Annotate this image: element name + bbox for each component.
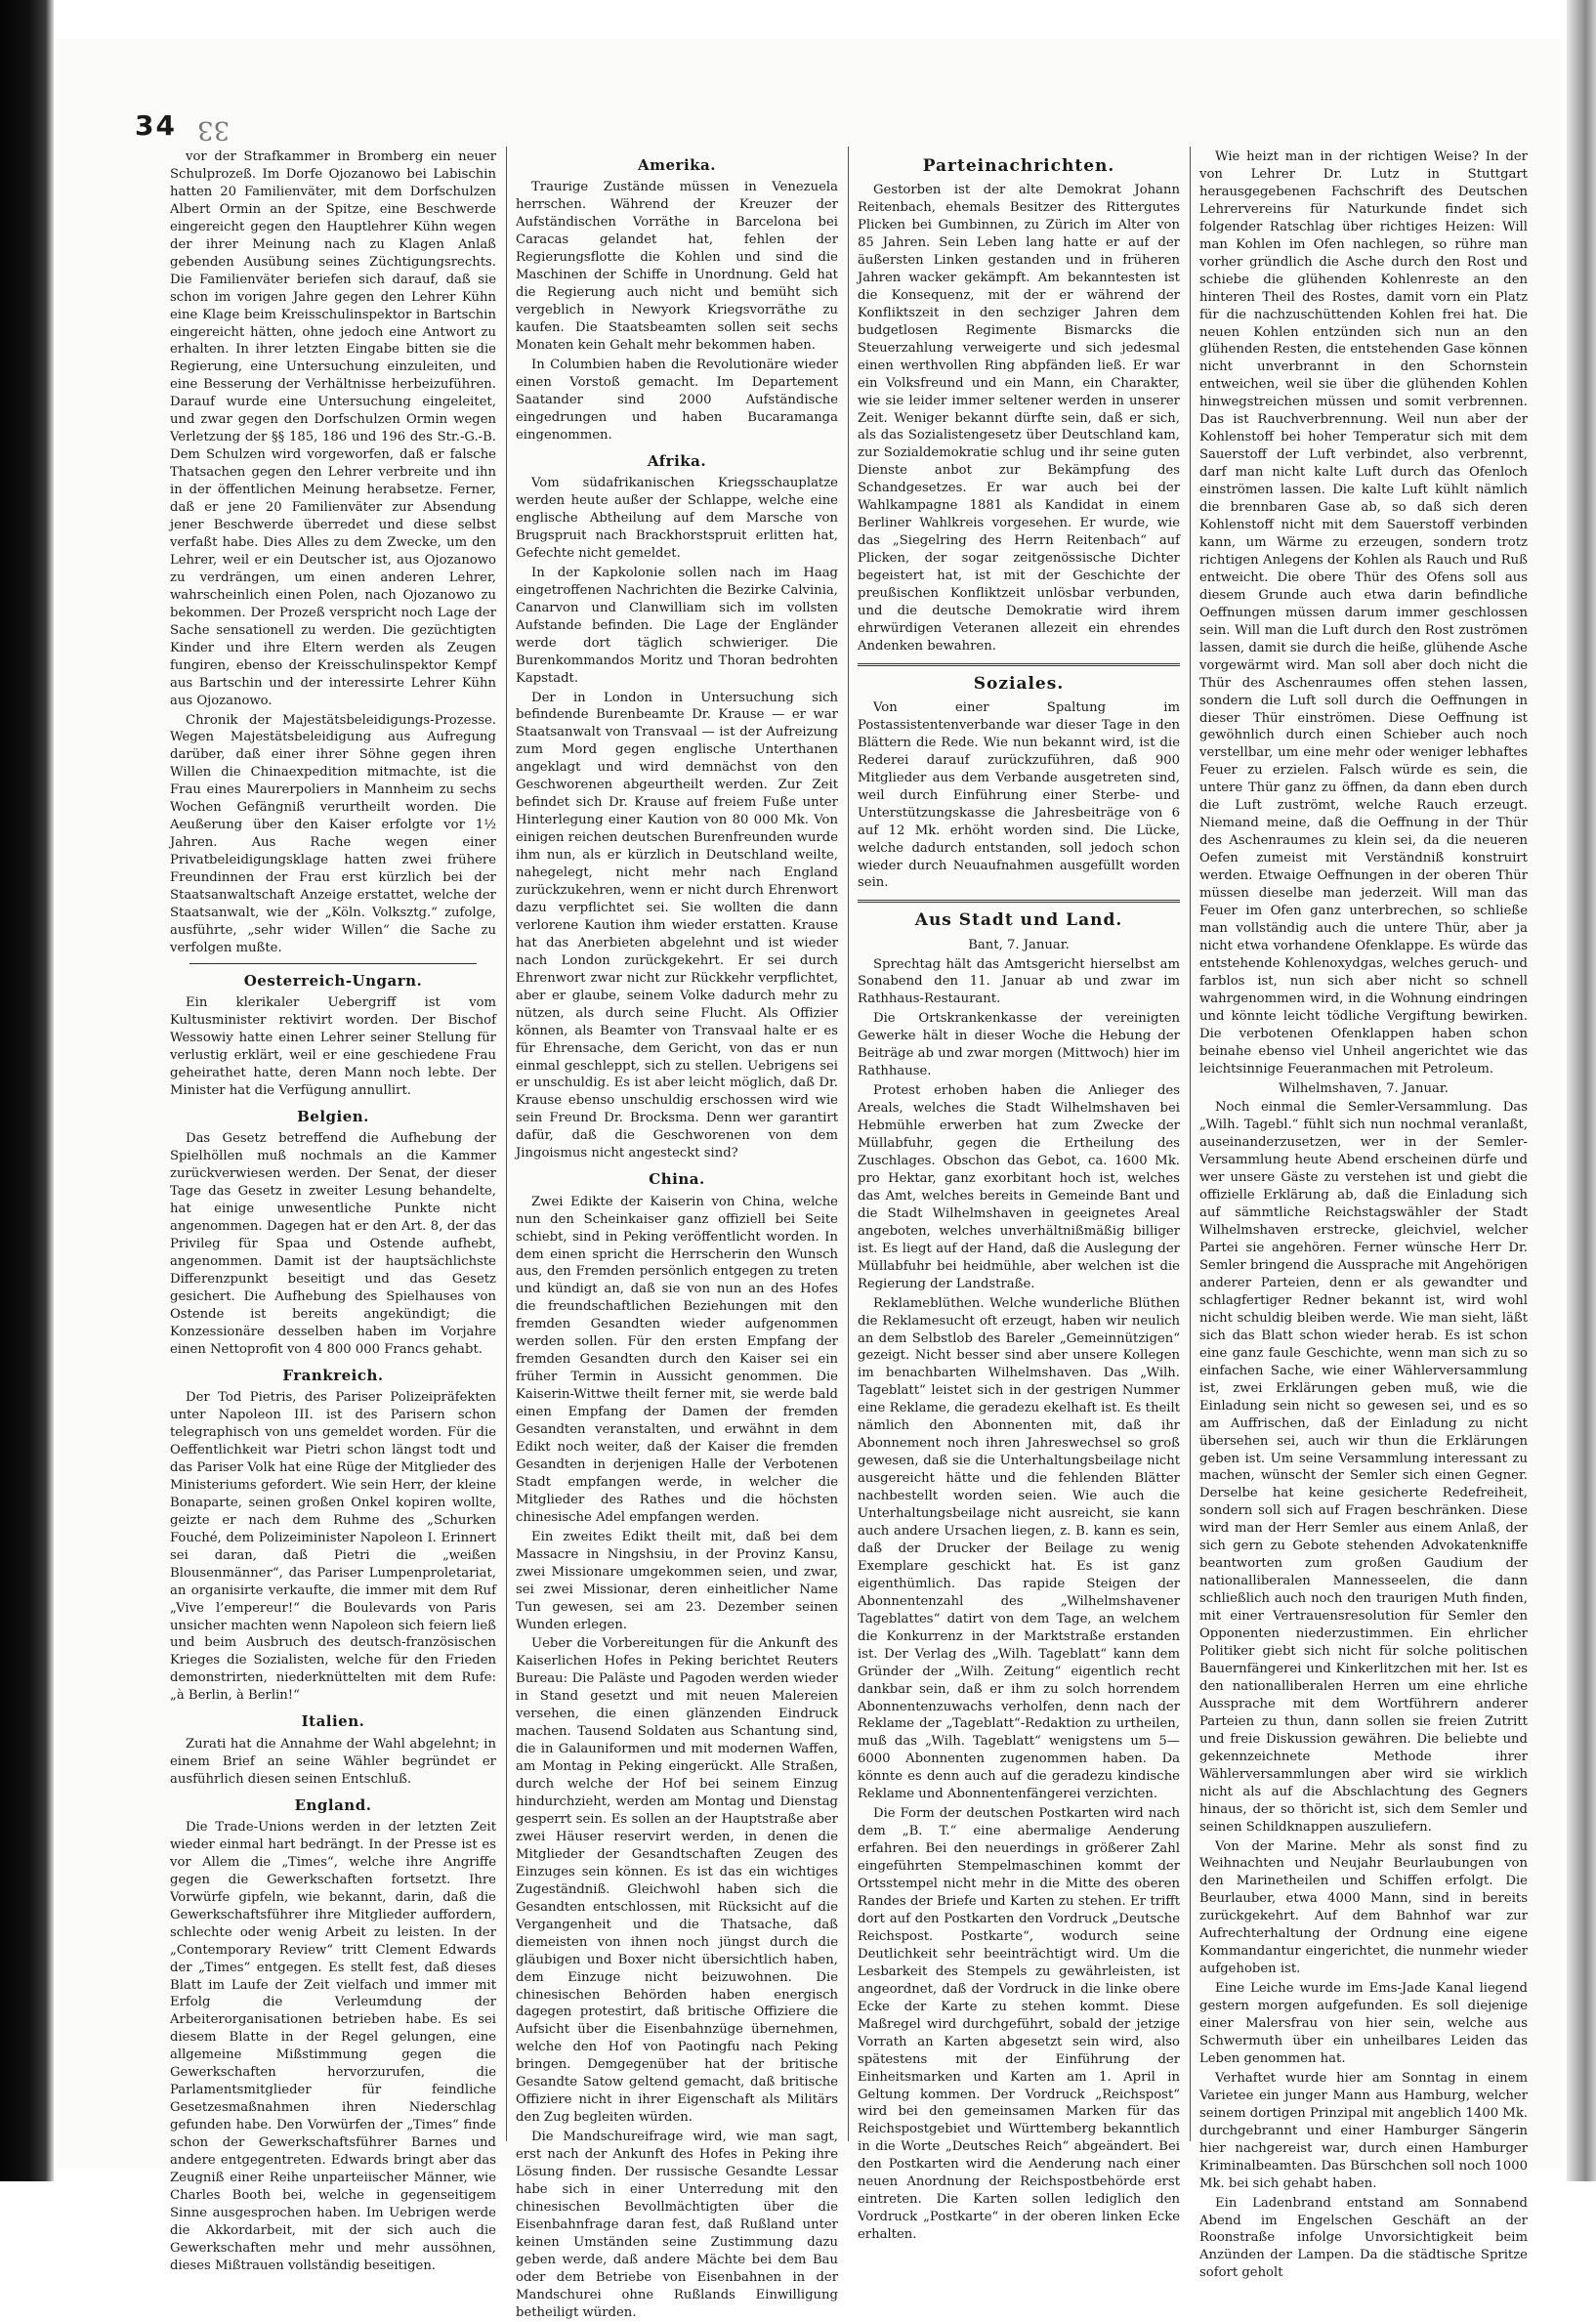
column-1: [170, 148, 496, 2273]
section-double-rule: [858, 900, 1180, 903]
article-paragraph: Von der Marine. Mehr als sonst find zu Weihnachten und Neujahr Beurlaubungen von den Marinetheilen und Schiffen erfolgt. Die Beurlauber, etwa 4000 Mann, sind in bereits zurückgekehrt. Auf dem Bahnhof war zur Aufrechterhaltung der Ordnung eine eigene Kommandantur eingerichtet, die nunmehr wieder aufgehoben ist.: [1199, 1838, 1528, 1977]
article-paragraph: Traurige Zustände müssen in Venezuela herrschen. Während der Kreuzer der Aufständischen Vorräthe in Barcelona bei Caracas gelandet hat, fehlen der Regierungsflotte die Kohlen und sind die Maschinen der Schiffe in Unordnung. Geld hat die Regierung auch nicht und bemüht sich vergeblich in Newyork Kriegsvorräthe zu kaufen. Die Staatsbeamten sollen seit sechs Monaten kein Gehalt mehr bekommen haben.: [516, 180, 838, 353]
article-paragraph: Sprechtag hält das Amtsgericht hierselbst am Sonabend den 11. Januar ab und zwar im Rathhaus-Restaurant.: [858, 956, 1180, 1007]
article-paragraph: In der Kapkolonie sollen nach im Haag eingetroffenen Nachrichten die Bezirke Calvinia, Canarvon und Clanwilliam sich im vollsten Aufstande befinden. Die Lage der Engländer werde dort täglich schwieriger. Die Burenkommandos Moritz und Thoran bedrohten Kapstadt.: [516, 565, 838, 686]
column-3: [858, 148, 1180, 2243]
section-heading: Oesterreich-Ungarn.: [243, 971, 423, 990]
article-paragraph: Eine Leiche wurde im Ems-Jade Kanal liegend gestern morgen aufgefunden. Es soll diejenige einer Malersfrau von hier sein, welche aus Schwermuth über ein unheilbares Leiden das Leben genommen hat.: [1199, 1981, 1528, 2066]
section-heading: Parteinachrichten.: [922, 156, 1115, 176]
article-paragraph: Vom südafrikanischen Kriegsschauplatze werden heute außer der Schlappe, welche eine englische Abtheilung auf dem Marsche von Brugspruit nach Brackhorstspruit erlitten hat, Gefechte nicht gemeldet.: [516, 476, 838, 561]
article-paragraph: Die Trade-Unions werden in der letzten Zeit wieder einmal hart bedrängt. In der Presse ist es vor Allem die „Times“, welche ihre Angriffe gegen die Gewerkschaften fortsetzt. Ihre Vorwürfe gipfeln, wie bekannt, darin, daß die Gewerkschaftsführer ihre Mitglieder auffordern, schlechte oder wenig Arbeit zu leisten. In der „Contemporary Review“ tritt Clement Edwards der „Times“ entgegen. Es stellt fest, daß dieses Blatt im Laufe der Zeit vielfach und immer mit Erfolg die Verleumdung der Arbeiterorganisationen betrieben habe. Es sei diesem Blatte in der Regel gelungen, eine allgemeine Mißstimmung gegen die Gewerkschaften hervorzurufen, die Parlamentsmitglieder für feindliche Gesetzesmaßnahmen ihren Niederschlag gefunden habe. Den Vorwürfen der „Times“ finde schon der Gewerkschaftsführer Barnes und andere entgegentreten. Edwards bringt aber das Zeugniß einer Reihe unparteiischer Männer, wie Charles Booth bei, welche in gegenseitigem Sinne ausgesprochen haben. Im Uebrigen werde die Akkordarbeit, mit der sich auch die Gewerkschaften mehr und mehr aussöhnen, dieses Mißtrauen vollständig beseitigen.: [170, 1819, 496, 2273]
article-paragraph: Ein zweites Edikt theilt mit, daß bei dem Massacre in Ningshsiu, in der Provinz Kansu, zwei Missionare umgekommen seien, und zwar, sei zwei Missionar, deren einheitlicher Name Tun gewesen, sei am 23. Dezember seinen Wunden erlegen.: [516, 1529, 838, 1632]
article-paragraph: Wie heizt man in der richtigen Weise? In der von Lehrer Dr. Lutz in Stuttgart herausgegebenen Fachschrift des Deutschen Lehrervereins für Naturkunde findet sich folgender Ratschlag über richtiges Heizen: Will man Kohlen im Ofen nachlegen, so rühre man vorher gründlich die Asche durch den Rost und schiebe die glühenden Kohlenreste an den hinteren Theil des Rostes, damit vorn ein Platz für die nachzuschüttenden Kohlen frei hat. Die neuen Kohlen entzünden sich nun an den glühenden Resten, die entstehenden Gase können nicht unverbrannt in den Schornstein entweichen, weil sie über die glühenden Kohlen hinwegstreichen müssen und somit verbrennen. Das ist Rauchverbrennung. Weil nun aber der Kohlenstoff bei hoher Temperatur sich mit dem Sauerstoff der Luft verbindet, also verbrennt, darf man nicht kalte Luft durch das Ofenloch einströmen lassen. Die kalte Luft kühlt nämlich die brennbaren Gase ab, so daß sich deren Kohlenstoff nicht mit dem Sauerstoff verbinden kann, um Wärme zu erzeugen, sondern trotz richtigen Anlegens der Kohlen als Rauch und Ruß entweicht. Die obere Thür des Ofens soll aus diesem Grunde auch etwa darin befindliche Oeffnungen müssen darum immer geschlossen sein. Will man die Luft durch den Rost zuströmen lassen, damit sie durch die heiße, glühende Asche vorgewärmt wird. Man soll aber doch nicht die Thür des Aschenraumes offen stehen lassen, sondern die Luft soll durch die Oeffnungen in dieser Thür einströmen. Diese Oeffnung ist gewöhnlich durch einen Schieber auch noch verstellbar, um eine mehr oder weniger lebhaftes Feuer zu erzielen. Falsch würde es sein, die untere Thür ganz zu öffnen, da dann eben durch die Luft zuströmt, welche Rauch erzeugt. Niemand meine, daß die Oeffnung in der Thür des Aschenraumes zu klein sei, da die neueren Oefen zumeist mit Verständniß konstruirt werden. Etwaige Oeffnungen in der oberen Thür müssen dieselbe man jederzeit. Will man das Feuer im Ofen ganz unterbrechen, so schließe man vollständig auch die untere Thür, aber ja nicht etwa vorhandene Ofenklappe. Es würde das entstehende Kohlenoxydgas, welches geruch- und farblos ist, nun sich aber nicht so schnell wahrgenommen wird, in die Wohnung eindringen und könnte leicht tödliche Vergiftung bewirken. Die verbotenen Ofenklappen haben schon beinahe ebenso viel Unheil angerichtet wie das leichtsinnige Feueranmachen mit Petroleum.: [1199, 149, 1528, 1077]
article-paragraph: Chronik der Majestätsbeleidigungs-Prozesse. Wegen Majestätsbeleidigung aus Aufregung darüber, daß einer ihrer Söhne gegen ihren Willen die Chinaexpedition mitmachte, ist die Frau eines Maurerpoliers in Mannheim zu sechs Wochen Gefängniß verurtheilt worden. Die Aeußerung über den Kaiser erfolgte vor 1½ Jahren. Aus Rache wegen einer Privatbeleidigungsklage hatten zwei frühere Freundinnen der Frau erst kürzlich bei der Staatsanwaltschaft Anzeige erstattet, welche der Staatsanwalt, wie der „Köln. Volksztg.“ zufolge, ausführte, „sehr wider Willen“ die Sache zu verfolgen mußte.: [170, 712, 496, 955]
article-paragraph: Der Tod Pietris, des Pariser Polizeipräfekten unter Napoleon III. ist des Parisern schon telegraphisch von uns gemeldet worden. Für die Oeffentlichkeit war Pietri schon längst todt und das Pariser Volk hat eine Rüge der Mitglieder des Ministeriums gefordert. Wie sein Herr, der kleine Bonaparte, seinen großen Onkel kopiren wollte, geizte er nach dem Ruhme des „Schurken Fouché, dem Polizeiminister Napoleon I. Erinnert sei daran, daß Pietri die „weißen Blousenmänner“, das Pariser Lumpenproletariat, an organisirte verkaufte, die immer mit dem Ruf „Vive l’empereur!“ die Boulevards von Paris unsicher machten wenn Napoleon sich feiern ließ und beim Ausbruch des deutsch-französischen Krieges die Sozialisten, welche für den Frieden demonstrirten, niederknüttelten mit dem Rufe: „à Berlin, à Berlin!“: [170, 1390, 496, 1704]
scan-edge: [1567, 0, 1596, 2181]
section-heading: Belgien.: [297, 1107, 369, 1125]
article-paragraph: Das Gesetz betreffend die Aufhebung der Spielhöllen muß nochmals an die Kammer zurückverwiesen werden. Der Senat, der dieser Tage das Gesetz in zweiter Lesung behandelte, hat einige unwesentliche Punkte nicht angenommen. Dagegen hat er den Art. 8, der das Privileg für Spaa und Ostende aufhebt, angenommen. Damit ist der hauptsächlichste Differenzpunkt beseitigt und das Gesetz gesichert. Die Aufhebung des Spielhauses von Ostende ist bereits angekündigt; die Konzessionäre desselben haben im Vorjahre einen Nettoprofit von 4 800 000 Francs gehabt.: [170, 1131, 496, 1357]
article-paragraph: Zurati hat die Annahme der Wahl abgelehnt; in einem Brief an seine Wähler begründet er ausführlich diesen seinen Entschluß.: [170, 1736, 496, 1787]
article-paragraph: Protest erhoben haben die Anlieger des Areals, welches die Stadt Wilhelmshaven bei Hebmühle erwerben hat zum Zwecke der Müllabfuhr, gegen die Ertheilung des Zuschlages. Obschon das Gebot, ca. 1600 Mk. pro Hektar, ganz exorbitant hoch ist, welches das Amt, welches bereits in Gemeinde Bant und die Stadt Wilhelmshaven in geeignetes Areal angeboten, welches unverhältnißmäßig billiger ist. Es liegt auf der Hand, daß die Auslegung der Müllabfuhr bei heidmühle, aber welchen ist die Regierung der Landstraße.: [858, 1083, 1180, 1291]
column-2: [516, 148, 838, 2320]
article-paragraph: Reklameblüthen. Welche wunderliche Blüthen die Reklamesucht oft erzeugt, haben wir neulich an dem Selbstlob des Bareler „Gemeinnützigen“ gezeigt. Nicht besser sind aber unsere Kollegen im benachbarten Wilhelmshaven. Das „Wilh. Tageblatt“ leistet sich in der gestrigen Nummer eine Reklame, die geradezu ekelhaft ist. Es theilt nämlich den Abonnenten mit, daß ihr Abonnement noch ihren Jahreswechsel so groß gewesen, daß sie die Unterhaltungsbeilage nicht ausgereicht hätte und die fehlenden Blätter nachbestellt worden seien. Wie auch die Unterhaltungsbeilage nicht ausreicht, sie kann auch andere Ursachen liegen, z. B. kann es sein, daß der Drucker der Beilage zu wenig Exemplare geschickt hat. Es ist ganz eigenthümlich. Das rapide Steigen der Abonnentenzahl des „Wilhelmshavener Tageblattes“ datirt von dem Tage, an welchem die Konkurrenz in der Marktstraße erstanden ist. Der Verlag des „Wilh. Tageblatt“ kann dem Gründer der „Wilh. Zeitung“ eigentlich recht dankbar sein, daß er ihm zu solch horrendem Abonnentenzuwachs verholfen, denn nach der Reklame der „Tageblatt“-Redaktion zu urtheilen, muß das „Wilh. Tageblatt“ wenigstens um 5—6000 Abonnenten zugenommen haben. Da könnte es denn auch auf die geradezu kindische Reklame und Abonnentenfängerei verzichten.: [858, 1295, 1180, 1802]
article-paragraph: In Columbien haben die Revolutionäre wieder einen Vorstoß gemacht. Im Departement Saatander sind 2000 Aufständische eingedrungen und haben Bucaramanga eingenommen.: [516, 357, 838, 443]
section-heading: England.: [294, 1795, 372, 1814]
scan-binding-shadow: [0, 0, 54, 2181]
column-rule: [1190, 147, 1191, 2141]
article-paragraph: Ueber die Vorbereitungen für die Ankunft des Kaiserlichen Hofes in Peking berichtet Reuters Bureau: Die Paläste und Pagoden werden wieder in Stand gesetzt und mit neuen Malereien versehen, die einen glänzenden Eindruck machen. Tausend Soldaten aus Schantung sind, die in Galauniformen und mit modernen Waffen, am Montag in Peking eingerückt. Alle Straßen, durch welche der Hof bei seinem Einzug hindurchzieht, werden am Montag und Dienstag gesperrt sein. Es sollen an der Hauptstraße aber zwei Häuser reservirt werden, in denen die Mitglieder der Gesandtschaften Zeugen des Einzuges sein können. Es ist das ein wichtiges Zugeständniß. Gleichwohl haben sich die Gesandten entschlossen, mit Rücksicht auf die Vergangenheit und die Thatsache, daß diemeisten von ihnen noch jüngst durch die gläubigen und Boxer nicht übersichtlich haben, dem Einzuge nicht beizuwohnen. Die chinesischen Behörden haben energisch dagegen protestirt, daß britische Offiziere die Aufsicht über die Eisenbahnzüge übernehmen, welche den Hof von Paotingfu nach Peking bringen. Demgegenüber hat der britische Gesandte Satow geltend gemacht, daß britische Offiziere nicht in ihrer Eigenschaft als Militärs den Zug begleiten würden.: [516, 1636, 838, 2126]
article-paragraph: Zwei Edikte der Kaiserin von China, welche nun den Scheinkaiser ganz offiziell bei Seite schiebt, sind in Peking veröffentlicht worden. In dem einen spricht die Herrscherin den Wunsch aus, den Fremden persönlich entgegen zu treten und kündigt an, daß sie von nun an des Hofes die freundschaftlichen Beziehungen mit den fremden Gesandten wieder aufgenommen werden sollen. Für den ersten Empfang der fremden Gesandten durch den Kaiser sei ein früher Termin in Aussicht genommen. Die Kaiserin-Wittwe theilt ferner mit, sie werde bald einen Empfang der Damen der fremden Gesandten veranstalten, und erwähnt in dem Edikt noch weiter, daß der Kaiser die fremden Gesandten in derjenigen Halle der Verbotenen Stadt empfangen werde, in welcher die Mitglieder des Rathes und die höchsten chinesische Adel empfangen werden.: [516, 1194, 838, 1525]
column-rule: [848, 147, 849, 2141]
article-paragraph: Die Form der deutschen Postkarten wird nach dem „B. T.“ eine abermalige Aenderung erfahren. Bei den neuerdings in größerer Zahl eingeführten Stempelmaschinen kommt der Ortsstempel nicht mehr in die Mitte des oberen Randes der Briefe und Karten zu stehen. Er trifft dort auf den Postkarten den Vordruck „Deutsche Reichspost. Postkarte“, wodurch seine Deutlichkeit sehr beeinträchtigt wird. Um die Lesbarkeit des Stempels zu gewährleisten, ist angeordnet, daß der Vordruck in die linke obere Ecke der Karte zu stehen kommt. Diese Maßregel wird durchgeführt, sobald der jetzige Vorrath an Karten abgesetzt sein wird, also spätestens mit der Einführung der Einheitsmarken und Karten am 1. April in Geltung kommen. Der Vordruck „Reichspost“ wird bei den gemeinsamen Marken für das Reichspostgebiet und Württemberg bekanntlich in die Worte „Deutsches Reich“ abgeändert. Bei den Postkarten wird die Aenderung nach einer neuen Anordnung der Reichspostbehörde erst eintreten. Die Karten sollen lediglich den Vordruck „Postkarte“ in der oberen linken Ecke erhalten.: [858, 1806, 1180, 2243]
section-heading: Amerika.: [638, 156, 716, 174]
article-paragraph: Die Mandschureifrage wird, wie man sagt, erst nach der Ankunft des Hofes in Peking ihre Lösung finden. Der russische Gesandte Lessar habe sich in einer Unterredung mit den chinesischen Bevollmächtigten über die Eisenbahnfrage daran fest, daß Rußland unter keinen Umständen seine Zustimmung dazu geben werde, daß andere Mächte bei dem Bau oder dem Betriebe von Eisenbahnen in der Mandschurei ohne Rußlands Einwilligung betheiligt würden.: [516, 2130, 838, 2320]
section-heading: Afrika.: [647, 451, 707, 470]
article-paragraph: Der in London in Untersuchung sich befindende Burenbeamte Dr. Krause — er war Staatsanwalt von Transvaal — ist der Aufreizung zum Mord gegen englische Unterthanen angeklagt und wird demnächst von den Geschworenen abgeurtheilt werden. Zur Zeit befindet sich Dr. Krause auf freiem Fuße unter Hinterlegung einer Kaution von 80 000 Mk. Von einigen reichen deutschen Burenfreunden wurde ihm nun, als er kürzlich in Deutschland weilte, nahegelegt, nicht mehr nach England zurückzukehren, wenn er nicht durch Ehrenwort dazu verpflichtet sei. Sie wollten die dann verlorene Kaution ihm wieder erstatten. Krause hat das Anerbieten abgelehnt und ist wieder nach London zurückgekehrt. Er sei durch Ehrenwort zwar nicht zur Rückkehr verpflichtet, aber er glaube, seinem Volke dadurch mehr zu nützen, als durch seine Flucht. Als Offizier können, als Beamter von Transvaal halte er es für Ehrensache, dem Gericht, von das er nun einmal geschleppt, sich zu stellen. Uebrigens sei er unschuldig. Es ist aber leicht möglich, daß Dr. Krause ebenso unschuldig erschossen wird wie sein Freund Dr. Brocksma. Denn wer garantirt dafür, daß die Geschworenen von dem Jingoismus nicht angesteckt sind?: [516, 690, 838, 1161]
page-number-bleedthrough: 33: [197, 115, 231, 145]
page-number: 34: [135, 109, 177, 142]
column-4: [1199, 148, 1528, 2281]
article-paragraph: Ein Ladenbrand entstand am Sonnabend Abend im Engelschen Geschäft an der Roonstraße infolge Unvorsichtigkeit beim Anzünden der Lampen. Da die städtische Spritze sofort geholt: [1199, 2195, 1528, 2281]
article-paragraph: Von einer Spaltung im Postassistentenverbande war dieser Tage in den Blättern die Rede. Wie nun bekannt wird, ist die Rederei darauf zurückzuführen, daß 900 Mitglieder aus dem Verbande ausgetreten sind, weil durch Einführung einer Sterbe- und Unterstützungskasse die Jahresbeiträge von 6 auf 12 Mk. erhöht worden sind. Die Lücke, welche dadurch entstanden, soll jedoch schon wieder durch Neuaufnahmen ausgefüllt worden sein.: [858, 699, 1180, 891]
column-rule: [506, 147, 507, 2141]
article-paragraph: Die Ortskrankenkasse der vereinigten Gewerke hält in dieser Woche die Hebung der Beiträge ab und zwar morgen (Mittwoch) hier im Rathhause.: [858, 1011, 1180, 1079]
dateline: Bant, 7. Januar.: [968, 937, 1070, 952]
dateline: Wilhelmshaven, 7. Januar.: [1279, 1080, 1449, 1096]
article-paragraph: Verhaftet wurde hier am Sonntag in einem Varietee ein junger Mann aus Hamburg, welcher seinem dortigen Prinzipal mit angeblich 1400 Mk. durchgebrannt und einer Hamburger Sängerin hier nachgereist war, durch einen Hamburger Kriminalbeamten. Das Bürschchen soll noch 1000 Mk. bei sich gehabt haben.: [1199, 2070, 1528, 2191]
section-heading: China.: [649, 1170, 705, 1189]
section-double-rule: [858, 663, 1180, 666]
section-heading: Italien.: [301, 1712, 365, 1731]
article-paragraph: vor der Strafkammer in Bromberg ein neuer Schulprozeß. Im Dorfe Ojozanowo bei Labischin hatten 20 Familienväter, mit dem Dorfschulzen Albert Ormin an der Spitze, eine Beschwerde eingereicht gegen den Hauptlehrer Kühn wegen der ihrer Meinung nach zu Klagen Anlaß gebenden Ausübung seines Züchtigungsrechts. Die Familienväter beriefen sich darauf, daß sie schon im vorigen Jahre gegen den Lehrer Kühn eine Klage beim Kreisschulinspektor in Bartschin eingereicht hätten, ohne jedoch eine Antwort zu erhalten. In ihrer letzten Eingabe bitten sie die Regierung, eine Untersuchung einzuleiten, und eine Besserung der Verhältnisse herbeizuführen. Darauf wurde eine Untersuchung eingeleitet, und zwar gegen den Dorfschulzen Ormin wegen Verletzung der §§ 185, 186 und 196 des Str.-G.-B. Dem Schulzen wird vorgeworfen, daß er falsche Thatsachen gegen den Lehrer verbreite und ihn in der öffentlichen Meinung herabsetze. Ferner, daß er jene 20 Familienväter zur Absendung jener Beschwerde überredet und diese selbst verfaßt habe. Dies Alles zu dem Zwecke, um den Lehrer, weil er ein Deutscher ist, aus Ojozanowo zu verdrängen, um einen anderen Lehrer, wahrscheinlich einen Polen, nach Ojozanowo zu bekommen. Der Prozeß verspricht noch Lage der Sache sensationell zu werden. Die gezüchtigten Kinder und ihre Eltern werden als Zeugen fungiren, ebenso der Kreisschulinspektor Kempf aus Bartschin und der interessirte Lehrer Kühn aus Ojozanowo.: [170, 149, 496, 708]
section-heading: Aus Stadt und Land.: [914, 910, 1123, 931]
article-paragraph: Noch einmal die Semler-Versammlung. Das „Wilh. Tagebl.“ fühlt sich nun nochmal veranlaßt, auseinanderzusetzen, wer in der Semler-Versammlung heute Abend erscheinen dürfe und wer unsere Gäste zu verstehen ist und giebt die offizielle Erklärung ab, daß die Einladung sich auf sämmtliche Reichstagswähler der Stadt Wilhelmshaven erstrecke, gleichviel, welcher Partei sie angehören. Ferner wünsche Herr Dr. Semler bringend die Aussprache mit Angehörigen anderer Parteien, denn er als gewandter und schlagfertiger Redner bekannt ist, wird wohl nicht schuldig bleiben werde. Wie man sieht, läßt sich das Blatt schon wieder herab. Es ist schon eine ganz faule Geschichte, wenn man sich zu so einfachen Sache, wie einer Wählerversammlung ist, zwei Erklärungen geben muß, wie die Einladung sein nicht so gewesen sei, und es so am Auffrischen, daß der Einladung zu nicht übersehen sei, auch wir thun die Erklärungen geben ist. Um seine Versammlung interessant zu machen, wünscht der Semler sich einen Gegner. Derselbe hat keine gesicherte Redefreiheit, sondern soll sich auf Fragen beschränken. Diese wird man der Herr Semler aus einem Anlaß, der sich gern zu Gebote stehenden Advokatenkniffe beantworten zum großen Gaudium der nationalliberalen Mannesseelen, die dann schließlich auch noch den traurigen Muth finden, mit einer Vertrauensresolution für Semler den Opponenten niederzustimmen. Ein ehrlicher Politiker giebt sich nicht für solche politischen Bauernfängerei und Kinkerlitzchen mit her. Ist es den nationalliberalen Herren um eine ehrliche Aussprache mit dem Wortführern anderer Parteien zu thun, dann sollen sie freien Zutritt und freie Diskussion gewähren. Die beliebte und gekennzeichnete Methode ihrer Wählerversammlungen aber wird sie wirklich nicht als auf die Abschlachtung des Gegners hinaus, der so thöricht ist, sich dem Semler und seinen Schildknappen auszuliefern.: [1199, 1100, 1528, 1835]
article-paragraph: Ein klerikaler Uebergriff ist vom Kultusminister rektivirt worden. Der Bischof Wessowiy hatte einen Lehrer seiner Stellung für verlustig erklärt, weil er eine geschiedene Frau geheirathet hatte, deren Mann noch lebte. Der Minister hat die Verfügung annullirt.: [170, 995, 496, 1098]
section-rule: [189, 963, 477, 964]
section-heading: Frankreich.: [282, 1366, 384, 1384]
article-paragraph: Gestorben ist der alte Demokrat Johann Reitenbach, ehemals Besitzer des Rittergutes Plicken bei Gumbinnen, zu Zürich im Alter von 85 Jahren. Sein Leben lang hatte er auf der äußersten Linken gestanden und in früheren Jahren wacker gekämpft. Am bekanntesten ist die Konsequenz, mit der er während der Konfliktszeit in den sechziger Jahren dem budgetlosen Regimente Bismarcks die Steuerzahlung verweigerte und sich jedesmal einen werthvollen Ring abpfänden ließ. Er war ein Volksfreund und ein Mann, ein Charakter, wie sie leider immer seltener werden in unserer Zeit. Weniger bekannt dürfte sein, daß er sich, als das Sozialistengesetz über Deutschland kam, zur Sozialdemokratie schlug und ihr seine guten Dienste anbot zur Bekämpfung des Schandgesetzes. Er war auch bei der Wahlkampagne 1881 als Kandidat in einem Berliner Wahlkreis vorgesehen. Er wurde, wie das „Siegelring des Herrn Reitenbach“ auf Plicken, der sogar zeitgenössische Dichter begeistert hat, ist mit der Geschichte der preußischen Konfliktzeit unlösbar verbunden, und die deutsche Demokratie wird ihrem ehrwürdigen Veteranen allezeit ein ehrendes Andenken bewahren.: [858, 183, 1180, 654]
section-heading: Soziales.: [973, 673, 1065, 694]
